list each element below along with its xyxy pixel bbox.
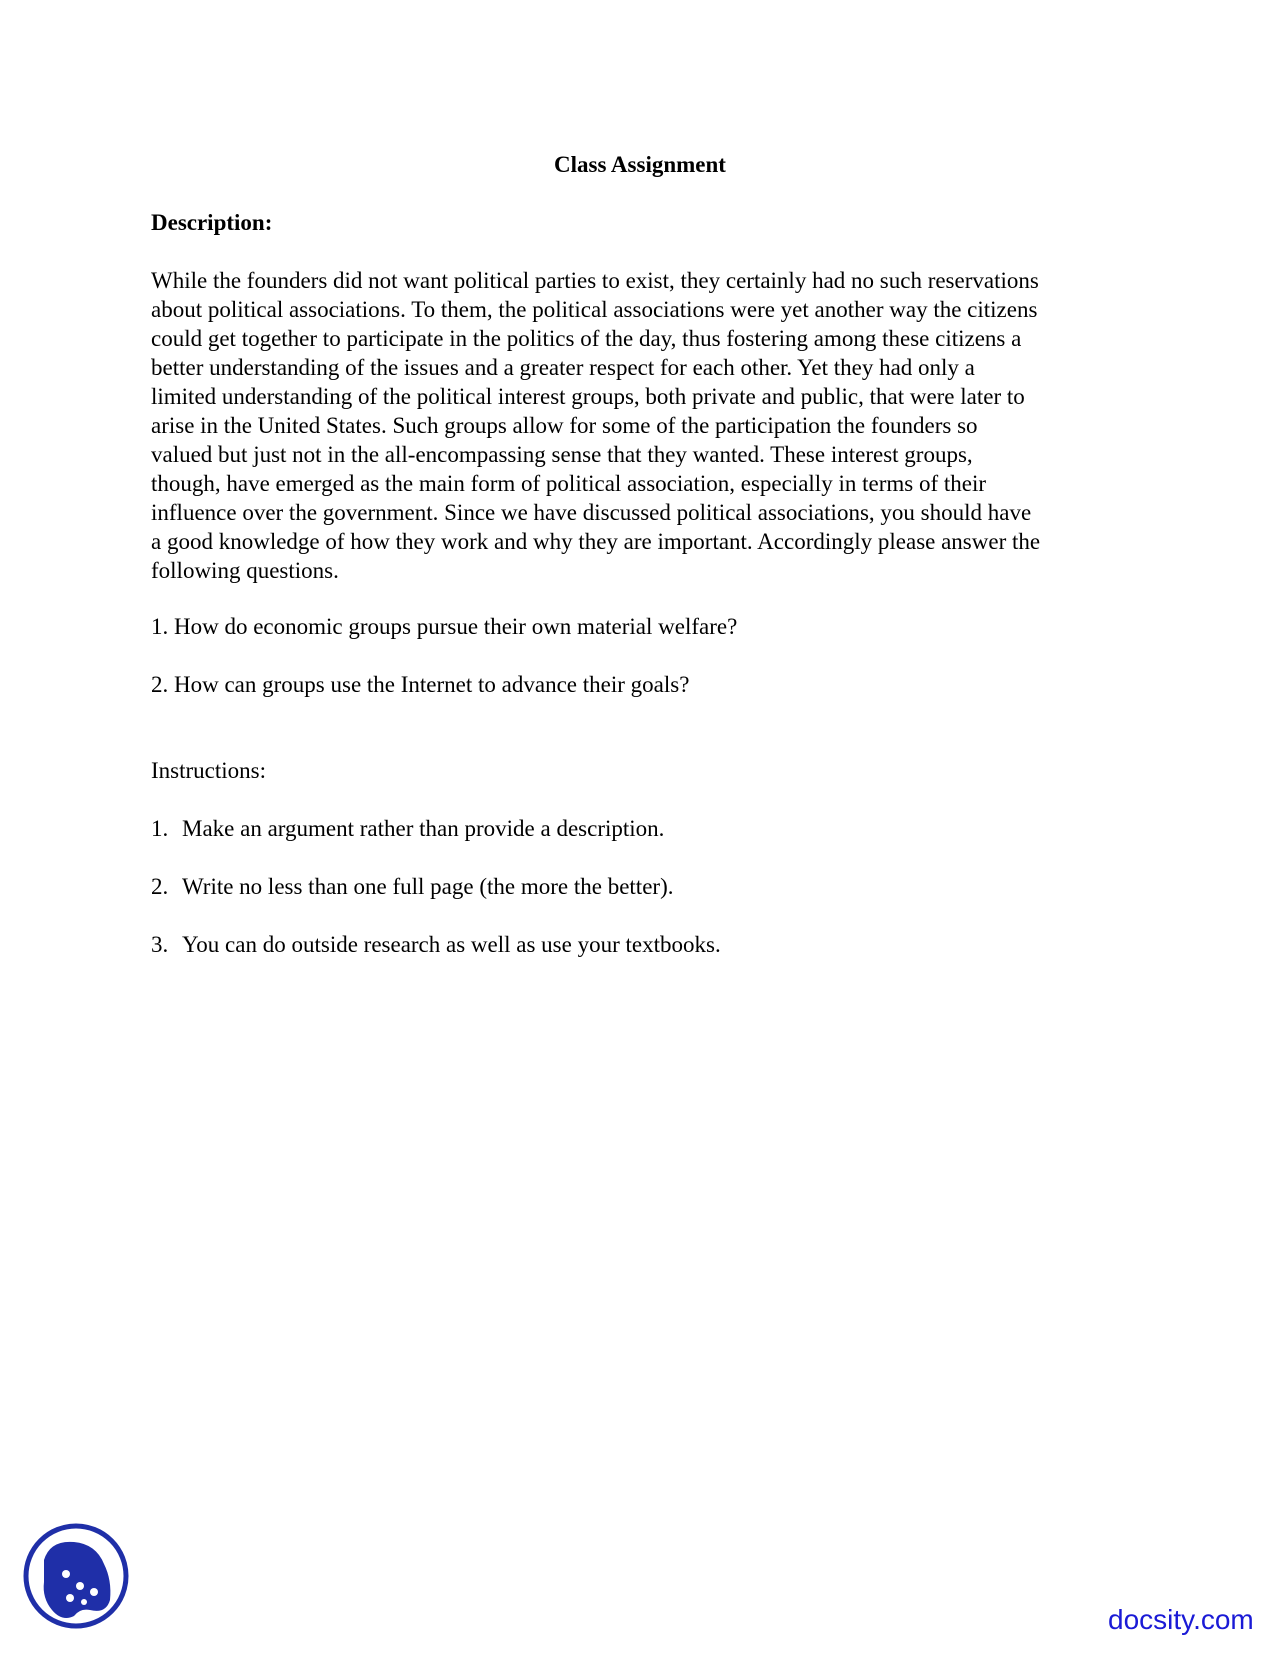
paragraph-line: arise in the United States. Such groups allow for some of the participation the founders so (151, 413, 978, 438)
instruction-text: Write no less than one full page (the more the better). (182, 874, 674, 899)
paragraph-line: following questions. (151, 558, 339, 583)
instruction-item-2 (151, 874, 673, 900)
description-heading: Description: (151, 210, 273, 235)
paragraph-line: about political associations. To them, the political associations were yet another way the citizens (151, 297, 1038, 322)
question-2: 2. How can groups use the Internet to advance their goals? (151, 672, 690, 697)
instruction-number: 2. (151, 874, 169, 899)
paragraph-line: influence over the government. Since we have discussed political associations, you should have (151, 500, 1032, 525)
instruction-item-1 (151, 816, 664, 842)
paragraph-line: a good knowledge of how they work and why they are important. Accordingly please answer the (151, 529, 1041, 554)
docsity-logo-icon (22, 1522, 130, 1630)
docsity-brand-text[interactable]: docsity.com (1108, 1604, 1254, 1635)
instruction-text: Make an argument rather than provide a description. (182, 816, 665, 841)
paragraph-line: valued but just not in the all-encompassing sense that they wanted. These interest groups, (151, 442, 973, 467)
instructions-heading: Instructions: (151, 758, 266, 783)
question-1: 1. How do economic groups pursue their own material welfare? (151, 614, 738, 639)
instruction-number: 1. (151, 816, 169, 841)
paragraph-line: While the founders did not want political parties to exist, they certainly had no such reservations (151, 268, 1039, 293)
paragraph-line: limited understanding of the political interest groups, both private and public, that were later to (151, 384, 1025, 409)
instruction-text: You can do outside research as well as use your textbooks. (182, 932, 721, 957)
document-title: Class Assignment (554, 152, 726, 177)
instruction-number: 3. (151, 932, 169, 957)
instruction-item-3 (151, 932, 721, 958)
paragraph-line: better understanding of the issues and a greater respect for each other. Yet they had only a (151, 355, 975, 380)
paragraph-line: could get together to participate in the politics of the day, thus fostering among these citizens a (151, 326, 1022, 351)
paragraph-line: though, have emerged as the main form of political association, especially in terms of their (151, 471, 986, 496)
description-paragraph (151, 266, 1141, 585)
